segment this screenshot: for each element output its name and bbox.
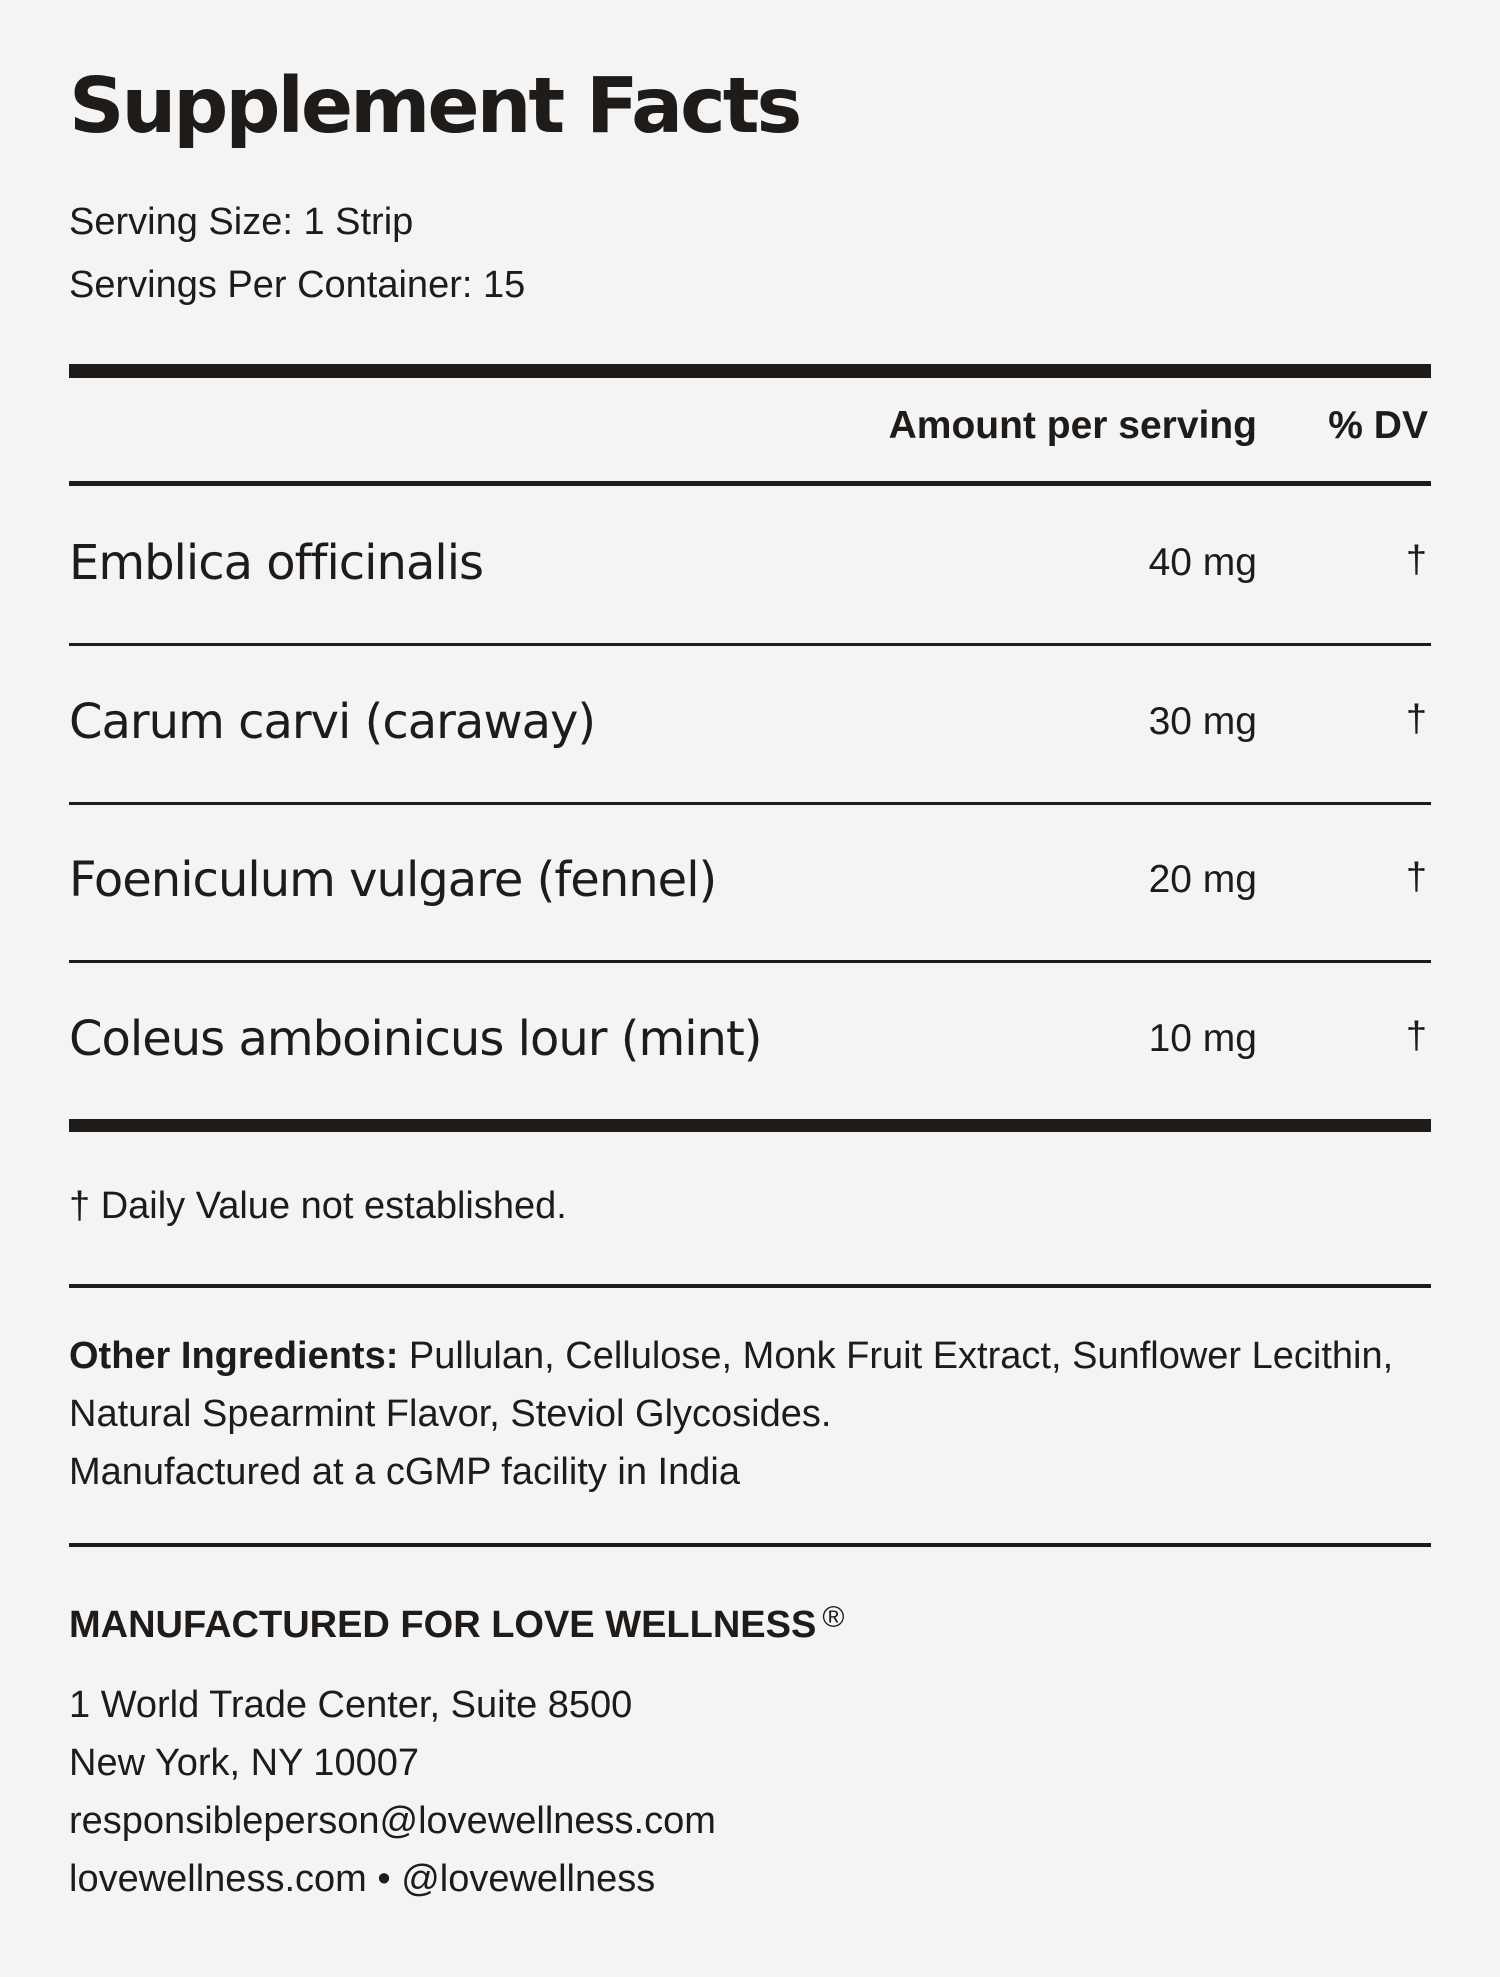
registered-mark: ® — [822, 1601, 845, 1634]
address-line-2: New York, NY 10007 — [69, 1742, 419, 1784]
table-row — [69, 1009, 1431, 1079]
daily-value-footnote: † Daily Value not established. — [69, 1185, 567, 1227]
website-and-social: lovewellness.com • @lovewellness — [69, 1858, 656, 1900]
table-row — [69, 850, 1431, 920]
section-divider — [69, 1284, 1431, 1288]
dagger-mark: † — [1405, 1015, 1427, 1057]
servings-per-container: Servings Per Container: 15 — [69, 264, 526, 306]
ingredient-name: Foeniculum vulgare (fennel) — [69, 852, 717, 908]
page-title: Supplement Facts — [69, 62, 800, 151]
other-ingredients — [69, 1327, 1431, 1501]
dagger-mark: † — [1405, 539, 1427, 581]
other-ingredients-text: Pullulan, Cellulose, Monk Fruit Extract, Sunflower Lecithin, Natural Spearmint Flavor, Steviol Glycosides. — [69, 1335, 1394, 1435]
ingredient-name: Carum carvi (caraway) — [69, 694, 596, 750]
amount-per-serving-header: Amount per serving — [888, 404, 1257, 447]
thick-divider-bottom — [69, 1119, 1431, 1132]
serving-size: Serving Size: 1 Strip — [69, 201, 414, 243]
row-divider — [69, 960, 1431, 963]
ingredient-name: Emblica officinalis — [69, 535, 484, 591]
ingredient-amount: 10 mg — [1148, 1017, 1257, 1060]
manufacturer-heading — [69, 1603, 844, 1644]
header-divider — [69, 481, 1431, 486]
supplement-facts-label — [69, 0, 1431, 1977]
other-ingredients-label: Other Ingredients: — [69, 1335, 399, 1377]
ingredient-amount: 40 mg — [1148, 541, 1257, 584]
table-row — [69, 692, 1431, 762]
row-divider — [69, 802, 1431, 805]
manufacturing-origin: Manufactured at a cGMP facility in India — [69, 1451, 740, 1493]
daily-value-header: % DV — [1328, 404, 1428, 447]
dagger-mark: † — [1405, 698, 1427, 740]
ingredient-amount: 30 mg — [1148, 700, 1257, 743]
section-divider — [69, 1543, 1431, 1547]
row-divider — [69, 643, 1431, 646]
ingredient-amount: 20 mg — [1148, 858, 1257, 901]
ingredient-name: Coleus amboinicus lour (mint) — [69, 1011, 762, 1067]
manufacturer-address — [69, 1676, 716, 1908]
dagger-mark: † — [1405, 856, 1427, 898]
contact-email: responsibleperson@lovewellness.com — [69, 1800, 716, 1842]
manufacturer-heading-text: MANUFACTURED FOR LOVE WELLNESS — [69, 1604, 817, 1646]
thick-divider-top — [69, 364, 1431, 378]
address-line-1: 1 World Trade Center, Suite 8500 — [69, 1684, 633, 1726]
table-row — [69, 533, 1431, 603]
